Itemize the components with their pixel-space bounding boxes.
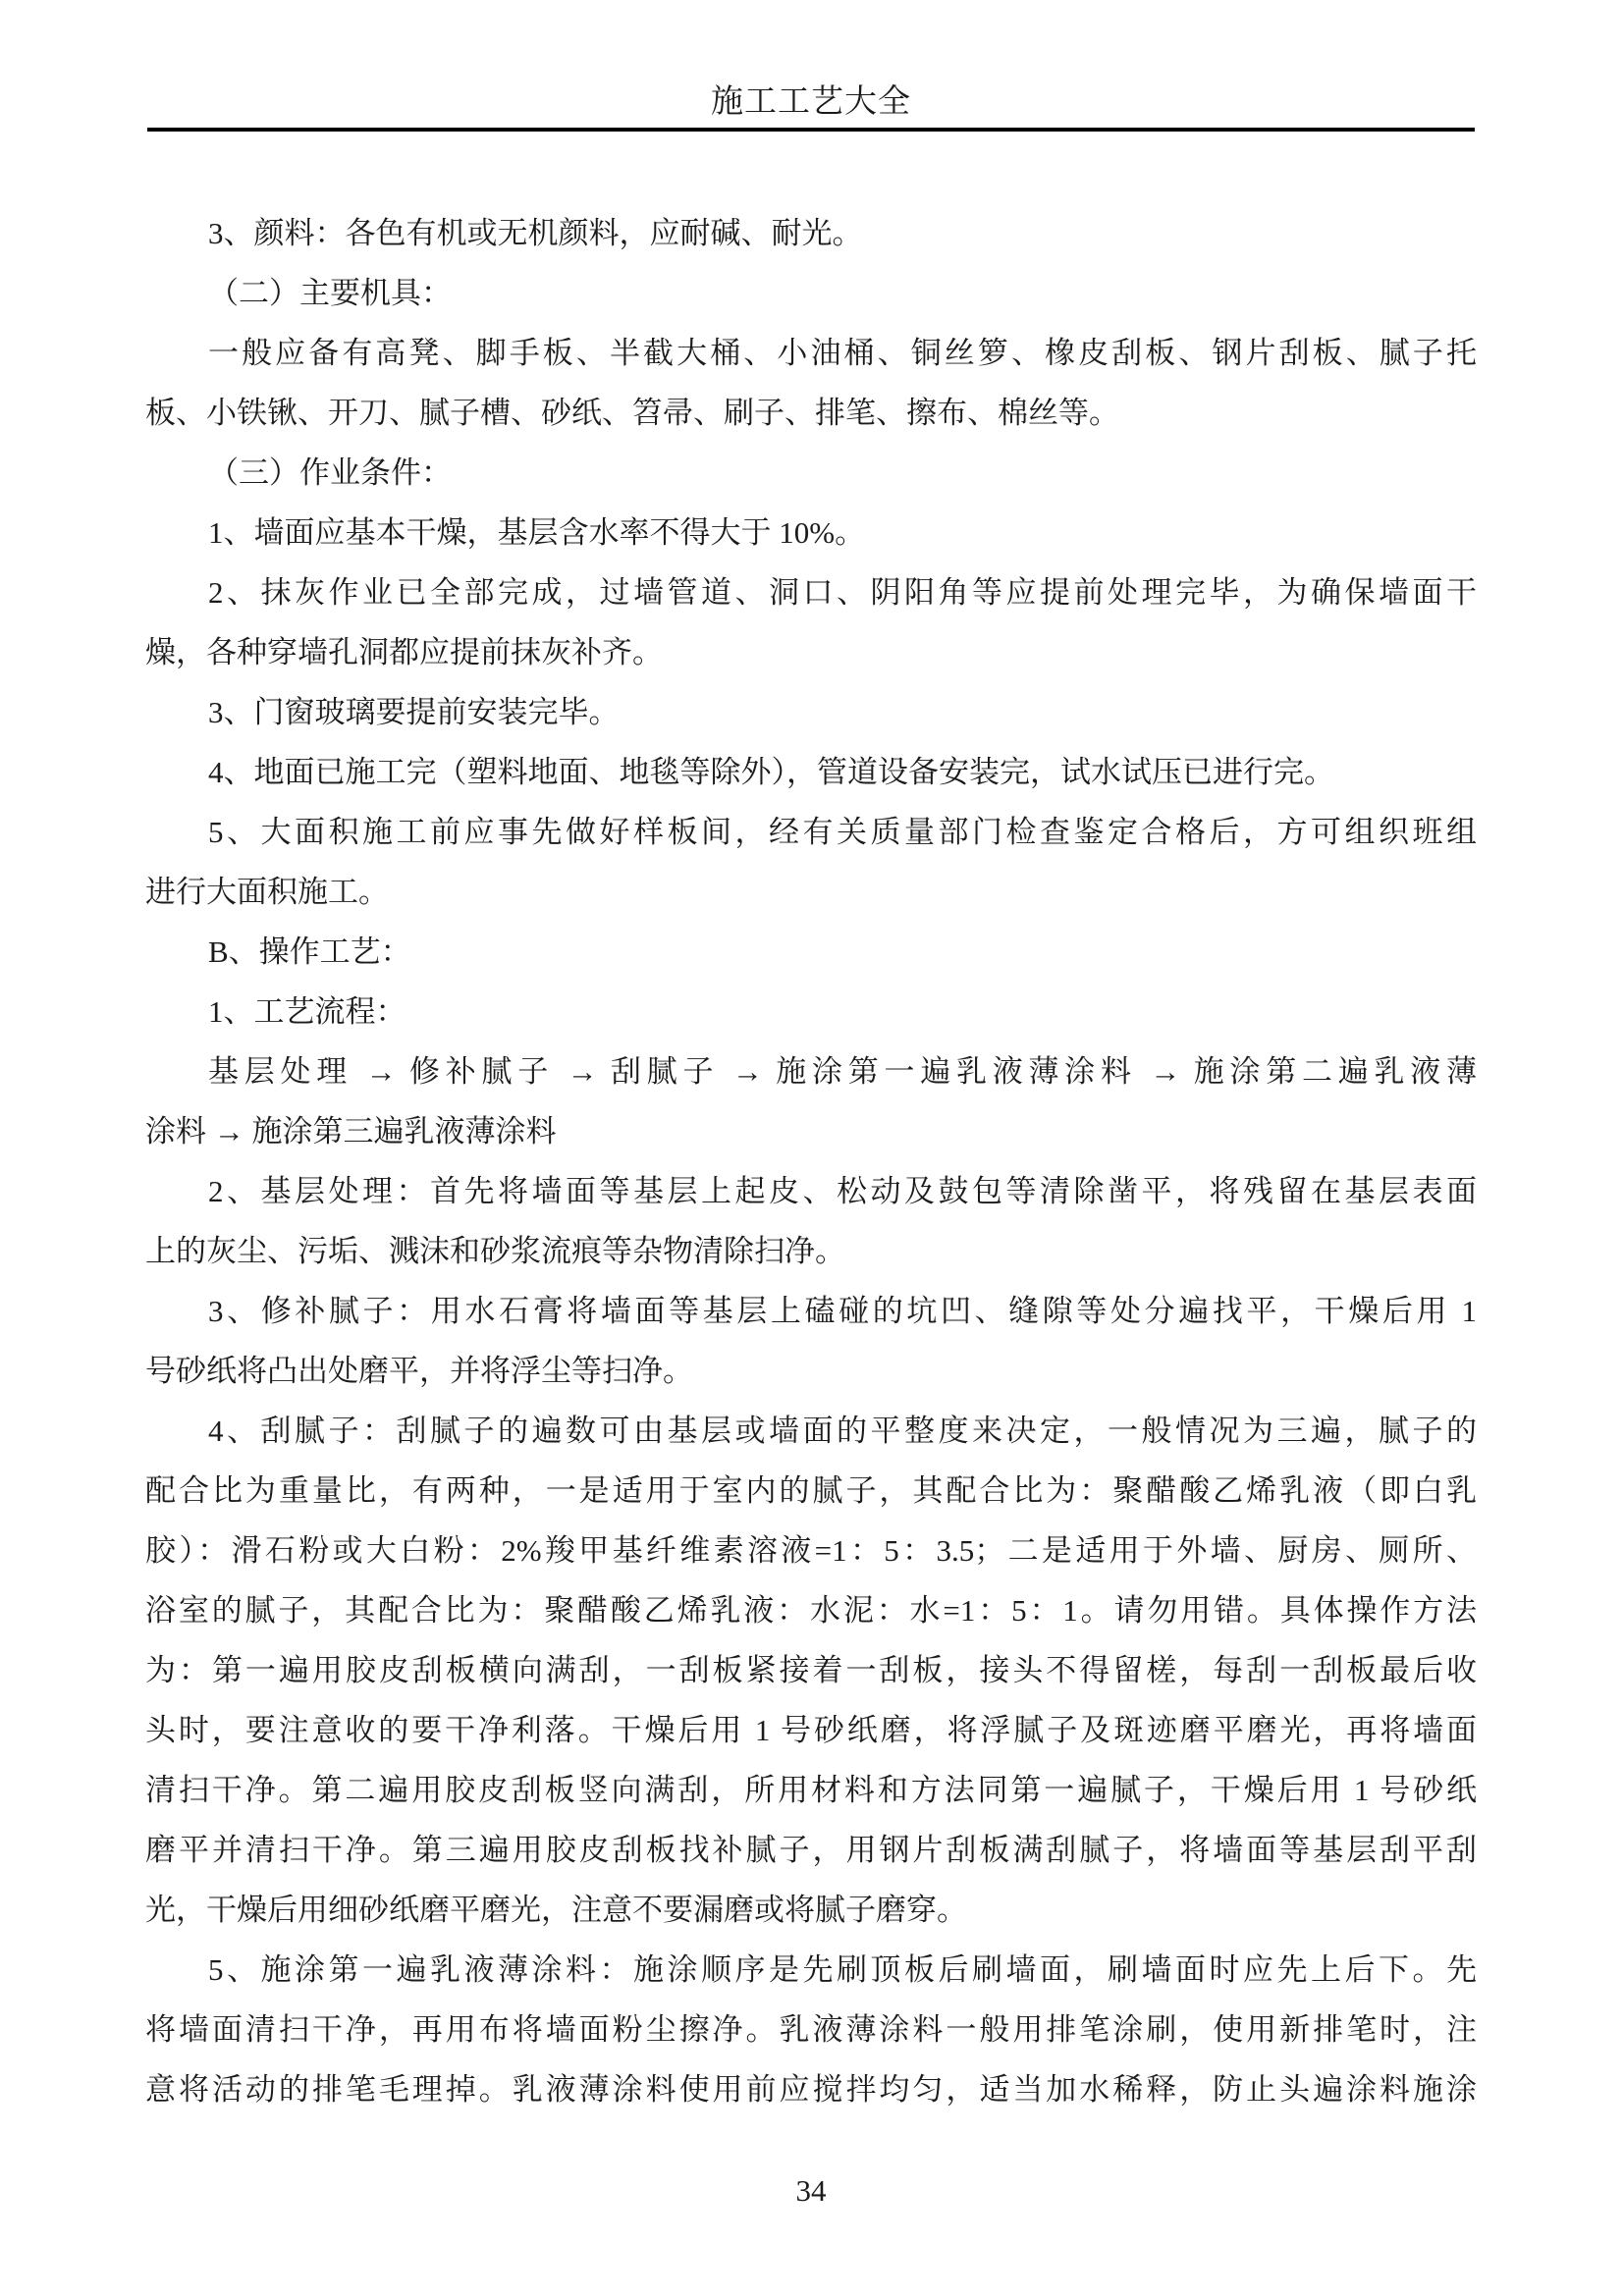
- body-text: [145, 203, 1477, 2119]
- body-line: 3、颜料：各色有机或无机颜料，应耐碱、耐光。: [208, 216, 863, 250]
- page-header-title: 施工工艺大全: [711, 84, 911, 120]
- body-line: 涂料 → 施涂第三遍乳液薄涂料: [145, 1114, 557, 1148]
- body-line: 上的灰尘、污垢、溅沫和砂浆流痕等杂物清除扫净。: [145, 1234, 845, 1268]
- body-line: 磨平并清扫干净。第三遍用胶皮刮板找补腻子，用钢片刮板满刮腻子，将墙面等基层刮平刮: [145, 1833, 1477, 1867]
- body-line: 将墙面清扫干净，再用布将墙面粉尘擦净。乳液薄涂料一般用排笔涂刷，使用新排笔时，注: [145, 2012, 1477, 2047]
- body-line: 意将活动的排笔毛理掉。乳液薄涂料使用前应搅拌均匀，适当加水稀释，防止头遍涂料施涂: [145, 2072, 1477, 2107]
- header-rule: [147, 128, 1475, 132]
- body-line: 基层处理 → 修补腻子 → 刮腻子 → 施涂第一遍乳液薄涂料 → 施涂第二遍乳液薄: [208, 1054, 1477, 1089]
- body-line: 3、修补腻子：用水石膏将墙面等基层上磕碰的坑凹、缝隙等处分遍找平，干燥后用 1: [208, 1294, 1477, 1328]
- body-line: 4、地面已施工完（塑料地面、地毯等除外），管道设备安装完，试水试压已进行完。: [208, 755, 1334, 789]
- body-line: 3、门窗玻璃要提前安装完毕。: [208, 695, 620, 729]
- body-line: 5、大面积施工前应事先做好样板间，经有关质量部门检查鉴定合格后，方可组织班组: [208, 815, 1477, 849]
- body-line: 胶）：滑石粉或大白粉：2%羧甲基纤维素溶液=1：5：3.5；二是适用于外墙、厨房、厕所、: [145, 1533, 1477, 1568]
- body-line: 4、刮腻子：刮腻子的遍数可由基层或墙面的平整度来决定，一般情况为三遍，腻子的: [208, 1414, 1477, 1448]
- body-line: 燥，各种穿墙孔洞都应提前抹灰补齐。: [145, 635, 663, 669]
- body-line: 光，干燥后用细砂纸磨平磨光，注意不要漏磨或将腻子磨穿。: [145, 1893, 967, 1927]
- body-line: 浴室的腻子，其配合比为：聚醋酸乙烯乳液：水泥：水=1：5：1。请勿用错。具体操作方法: [145, 1593, 1477, 1628]
- body-line: 一般应备有高凳、脚手板、半截大桶、小油桶、铜丝箩、橡皮刮板、钢片刮板、腻子托: [208, 336, 1477, 370]
- body-line: 为：第一遍用胶皮刮板横向满刮，一刮板紧接着一刮板，接头不得留槎，每刮一刮板最后收: [145, 1653, 1477, 1687]
- page-number: 34: [795, 2173, 827, 2208]
- body-line: 配合比为重量比，有两种，一是适用于室内的腻子，其配合比为：聚醋酸乙烯乳液（即白乳: [145, 1473, 1477, 1508]
- body-line: 头时，要注意收的要干净利落。干燥后用 1 号砂纸磨，将浮腻子及斑迹磨平磨光，再将墙面: [145, 1713, 1477, 1747]
- body-line: 清扫干净。第二遍用胶皮刮板竖向满刮，所用材料和方法同第一遍腻子，干燥后用 1 号砂纸: [145, 1773, 1477, 1807]
- body-line: 号砂纸将凸出处磨平，并将浮尘等扫净。: [145, 1354, 693, 1388]
- body-line: 板、小铁锹、开刀、腻子槽、砂纸、笤帚、刷子、排笔、擦布、棉丝等。: [145, 396, 1119, 430]
- body-line: 2、基层处理：首先将墙面等基层上起皮、松动及鼓包等清除凿平，将残留在基层表面: [208, 1174, 1477, 1208]
- body-line: （二）主要机具：: [208, 276, 452, 310]
- body-line: 2、抹灰作业已全部完成，过墙管道、洞口、阴阳角等应提前处理完毕，为确保墙面干: [208, 575, 1477, 610]
- body-line: B、操作工艺：: [208, 934, 411, 969]
- body-line: 1、工艺流程：: [208, 994, 406, 1029]
- body-line: 1、墙面应基本干燥，基层含水率不得大于 10%。: [208, 515, 866, 550]
- body-line: 进行大面积施工。: [145, 875, 389, 909]
- body-line: （三）作业条件：: [208, 455, 452, 490]
- body-line: 5、施涂第一遍乳液薄涂料：施涂顺序是先刷顶板后刷墙面，刷墙面时应先上后下。先: [208, 1952, 1477, 1987]
